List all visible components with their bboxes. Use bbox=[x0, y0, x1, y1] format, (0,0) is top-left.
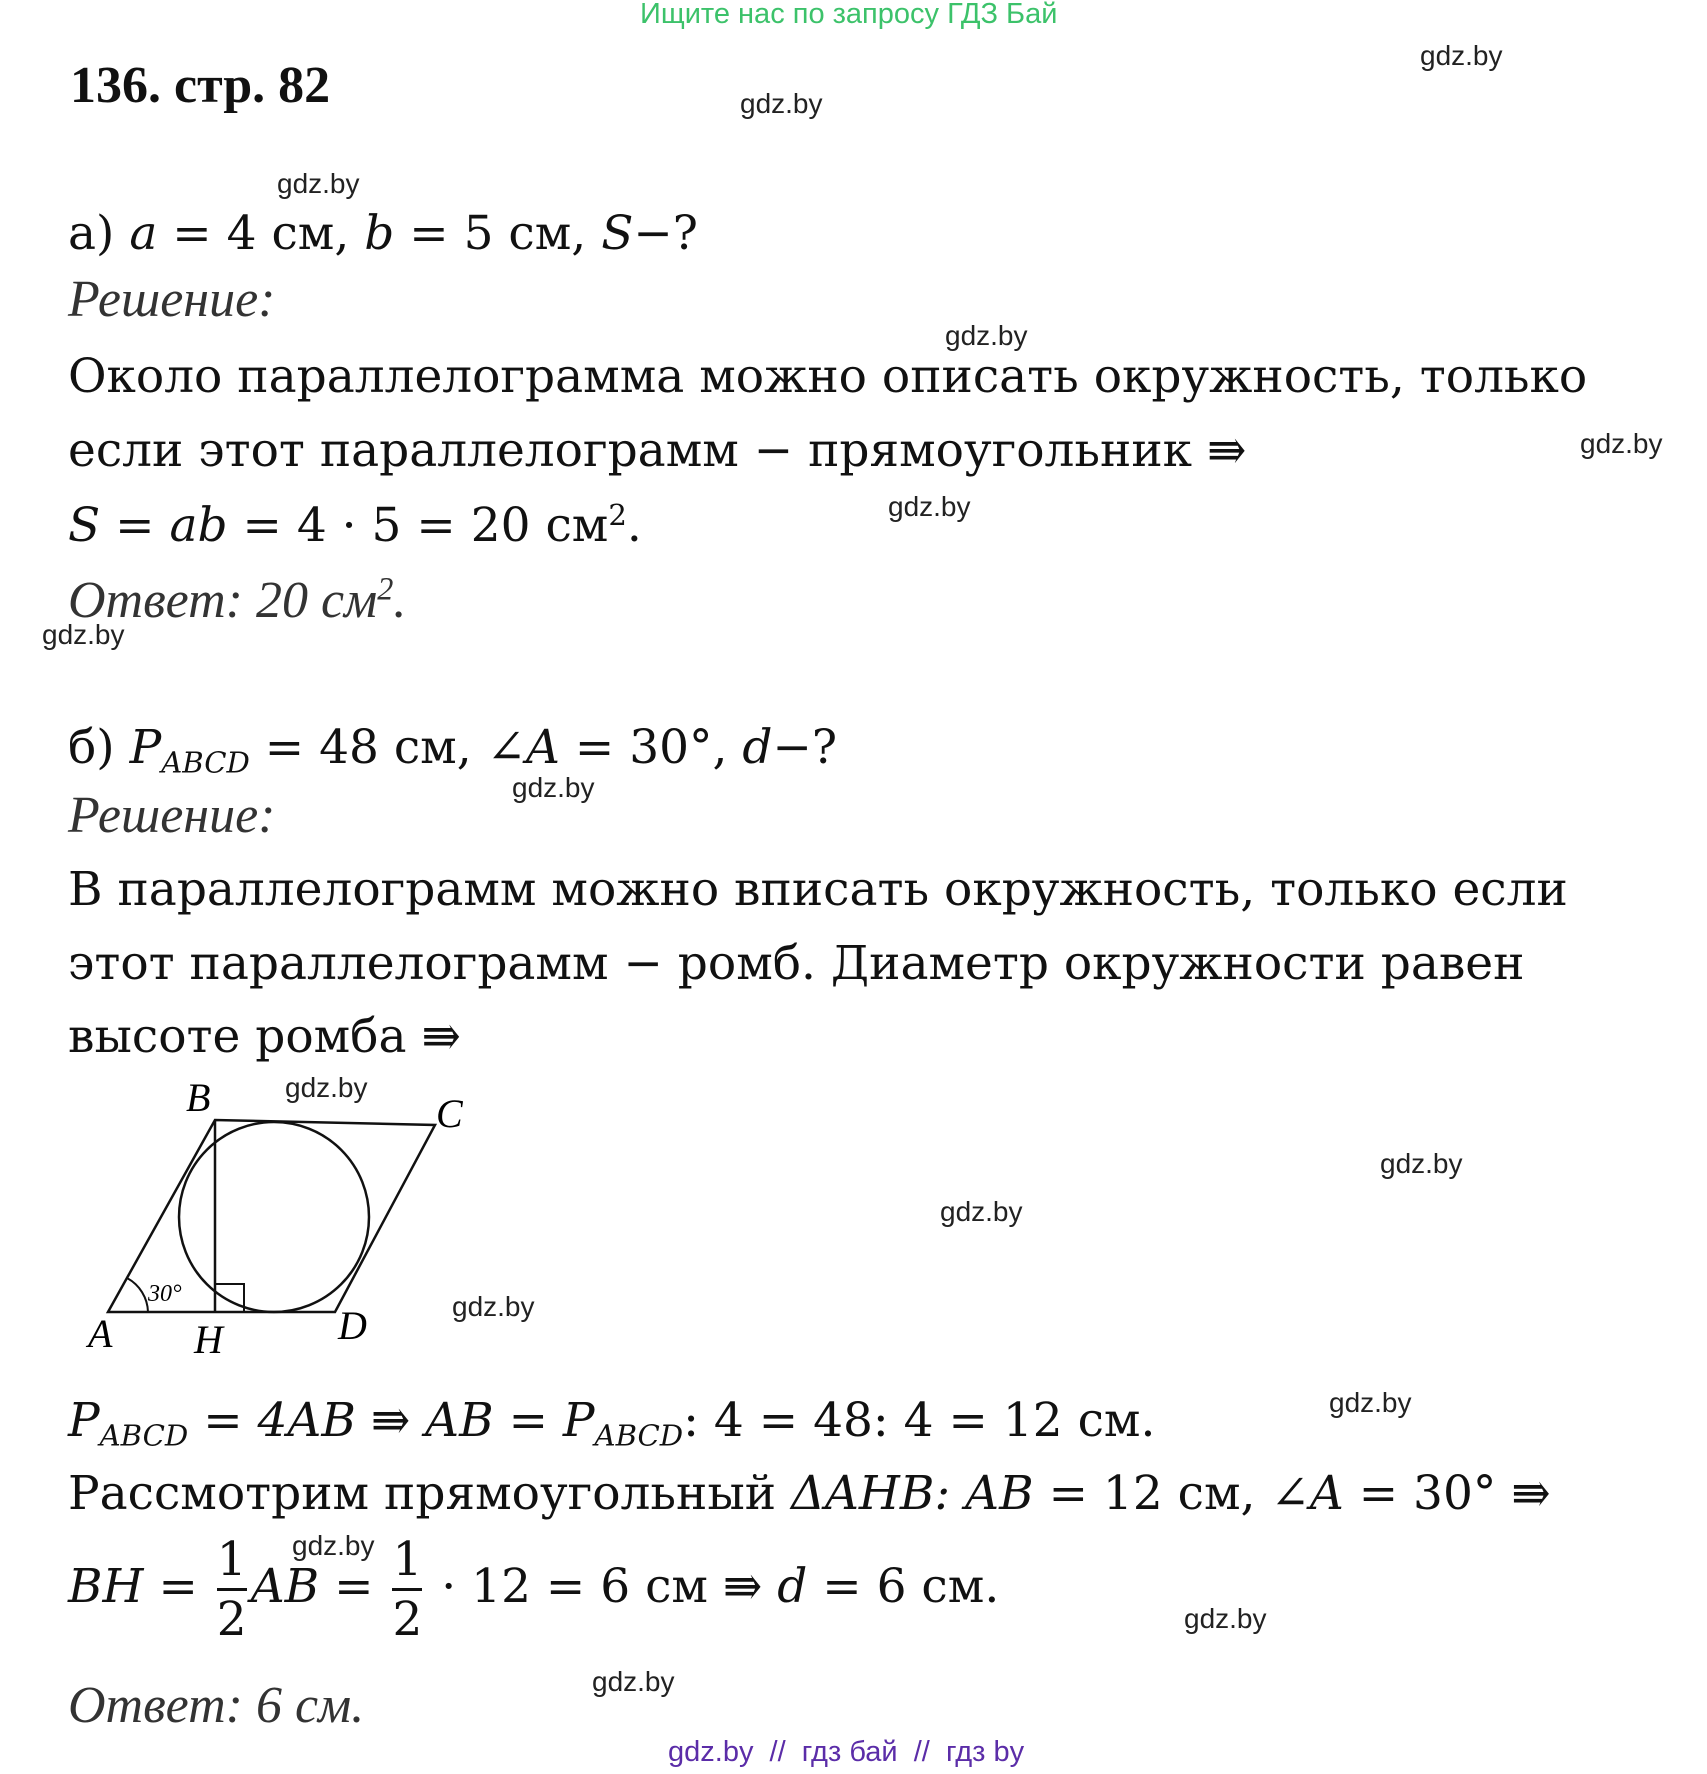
eq2-bh: BH = bbox=[68, 1558, 213, 1614]
watermark: gdz.by bbox=[940, 1196, 1023, 1227]
eq1-sub: ABCD bbox=[99, 1418, 189, 1453]
part-b-label: б) bbox=[68, 720, 115, 775]
watermark: gdz.by bbox=[292, 1530, 375, 1561]
part-b-text-line-2: этот параллелограмм − ромб. Диаметр окружности равен bbox=[68, 936, 1525, 991]
eq1-end: : 4 = 48: 4 = 12 см. bbox=[683, 1393, 1156, 1448]
part-a-label: а) bbox=[68, 206, 115, 261]
part-a-given bbox=[68, 206, 698, 261]
fraction-one-half bbox=[392, 1532, 423, 1648]
given-p-value: = 48 см, bbox=[249, 720, 487, 775]
angle-arc bbox=[127, 1278, 148, 1312]
formula-sup: 2 bbox=[608, 497, 627, 532]
answer-label: Ответ: 20 см bbox=[68, 572, 378, 629]
watermark: gdz.by bbox=[592, 1666, 675, 1697]
vertex-label-b: B bbox=[186, 1075, 211, 1120]
part-b-text-line-4 bbox=[68, 1466, 1551, 1521]
footer-links[interactable]: gdz.by // гдз бай // гдз by bbox=[668, 1736, 1025, 1768]
eq1-p: P bbox=[68, 1393, 100, 1448]
question-mark: −? bbox=[633, 206, 698, 261]
angle-label: 30° bbox=[148, 1281, 182, 1307]
formula-end: . bbox=[626, 498, 642, 553]
vertex-label-d: D bbox=[338, 1303, 367, 1348]
line4-mid: = 12 см, bbox=[1033, 1466, 1271, 1521]
watermark: gdz.by bbox=[512, 772, 595, 803]
vertex-label-a: A bbox=[88, 1311, 113, 1356]
formula-rhs: = 4 · 5 = 20 см bbox=[227, 498, 609, 553]
formula-lhs: S = ab bbox=[68, 498, 228, 553]
rhombus-figure bbox=[60, 1075, 490, 1365]
watermark: gdz.by bbox=[277, 168, 360, 199]
part-a-text-line-1: Около параллелограмма можно описать окружность, только bbox=[68, 349, 1588, 404]
answer-sup: 2 bbox=[377, 570, 394, 607]
watermark: gdz.by bbox=[42, 619, 125, 650]
given-b-value: = 5 см, bbox=[394, 206, 602, 261]
inscribed-circle bbox=[179, 1122, 369, 1312]
part-a-formula bbox=[68, 497, 642, 553]
line4-text: Рассмотрим прямоугольный bbox=[68, 1466, 791, 1521]
eq2-d: d bbox=[777, 1558, 808, 1614]
vertex-label-c: C bbox=[436, 1091, 463, 1136]
watermark: gdz.by bbox=[888, 491, 971, 522]
part-a-text-line-2: если этот параллелограмм − прямоугольник ⇛ bbox=[68, 423, 1247, 478]
part-b-answer: Ответ: 6 см. bbox=[68, 1677, 365, 1734]
vertex-label-h: H bbox=[194, 1317, 223, 1362]
watermark: gdz.by bbox=[1380, 1148, 1463, 1179]
part-b-solution-label: Решение: bbox=[68, 787, 276, 844]
line4-end: = 30° ⇛ bbox=[1343, 1466, 1551, 1521]
watermark: gdz.by bbox=[1329, 1387, 1412, 1418]
eq2-final: = 6 см. bbox=[807, 1558, 1000, 1614]
line4-math: ΔAHB: AB bbox=[791, 1466, 1034, 1521]
part-b-given bbox=[68, 720, 838, 780]
watermark: gdz.by bbox=[1580, 428, 1663, 459]
var-angle: ∠A bbox=[486, 720, 560, 775]
part-a-solution-label: Решение: bbox=[68, 271, 276, 328]
watermark: gdz.by bbox=[945, 320, 1028, 351]
line4-angle: ∠A bbox=[1270, 1466, 1344, 1521]
fraction-denominator: 2 bbox=[216, 1592, 247, 1648]
question-mark: −? bbox=[772, 720, 838, 775]
perimeter-equation bbox=[68, 1393, 1156, 1453]
watermark: gdz.by bbox=[452, 1291, 535, 1322]
var-d: d bbox=[742, 720, 773, 775]
watermark: gdz.by bbox=[1420, 40, 1503, 71]
watermark: gdz.by bbox=[1184, 1603, 1267, 1634]
fraction-bar bbox=[217, 1588, 247, 1591]
var-p: P bbox=[129, 720, 162, 775]
given-angle-value: = 30°, bbox=[559, 720, 743, 775]
var-b: b bbox=[364, 206, 395, 261]
top-banner: Ищите нас по запросу ГДЗ Бай bbox=[640, 0, 1058, 30]
part-a-answer bbox=[68, 571, 406, 630]
part-b-text-line-3: высоте ромба ⇛ bbox=[68, 1009, 461, 1064]
right-angle-mark bbox=[215, 1284, 244, 1312]
eq1-middle: = 4AB ⇛ AB = bbox=[188, 1393, 563, 1448]
height-equation bbox=[68, 1532, 1000, 1648]
given-a-value: = 4 см, bbox=[157, 206, 365, 261]
eq1-p2: P bbox=[562, 1393, 595, 1448]
fraction-denominator: 2 bbox=[392, 1592, 423, 1648]
eq2-ab: AB = bbox=[250, 1558, 389, 1614]
watermark: gdz.by bbox=[285, 1072, 368, 1103]
var-a: a bbox=[129, 206, 158, 261]
page-title: 136. стр. 82 bbox=[70, 57, 331, 114]
var-s: S bbox=[601, 206, 634, 261]
var-p-sub: ABCD bbox=[161, 745, 250, 780]
fraction-numerator: 1 bbox=[392, 1532, 423, 1587]
eq2-end: · 12 = 6 см ⇛ bbox=[426, 1558, 778, 1614]
fraction-numerator: 1 bbox=[216, 1532, 247, 1587]
part-b-text-line-1: В параллелограмм можно вписать окружность, только если bbox=[68, 862, 1568, 917]
watermark: gdz.by bbox=[740, 88, 823, 119]
eq1-sub2: ABCD bbox=[594, 1418, 684, 1453]
fraction-bar bbox=[392, 1588, 422, 1591]
fraction-one-half bbox=[216, 1532, 247, 1648]
answer-end: . bbox=[393, 572, 407, 629]
